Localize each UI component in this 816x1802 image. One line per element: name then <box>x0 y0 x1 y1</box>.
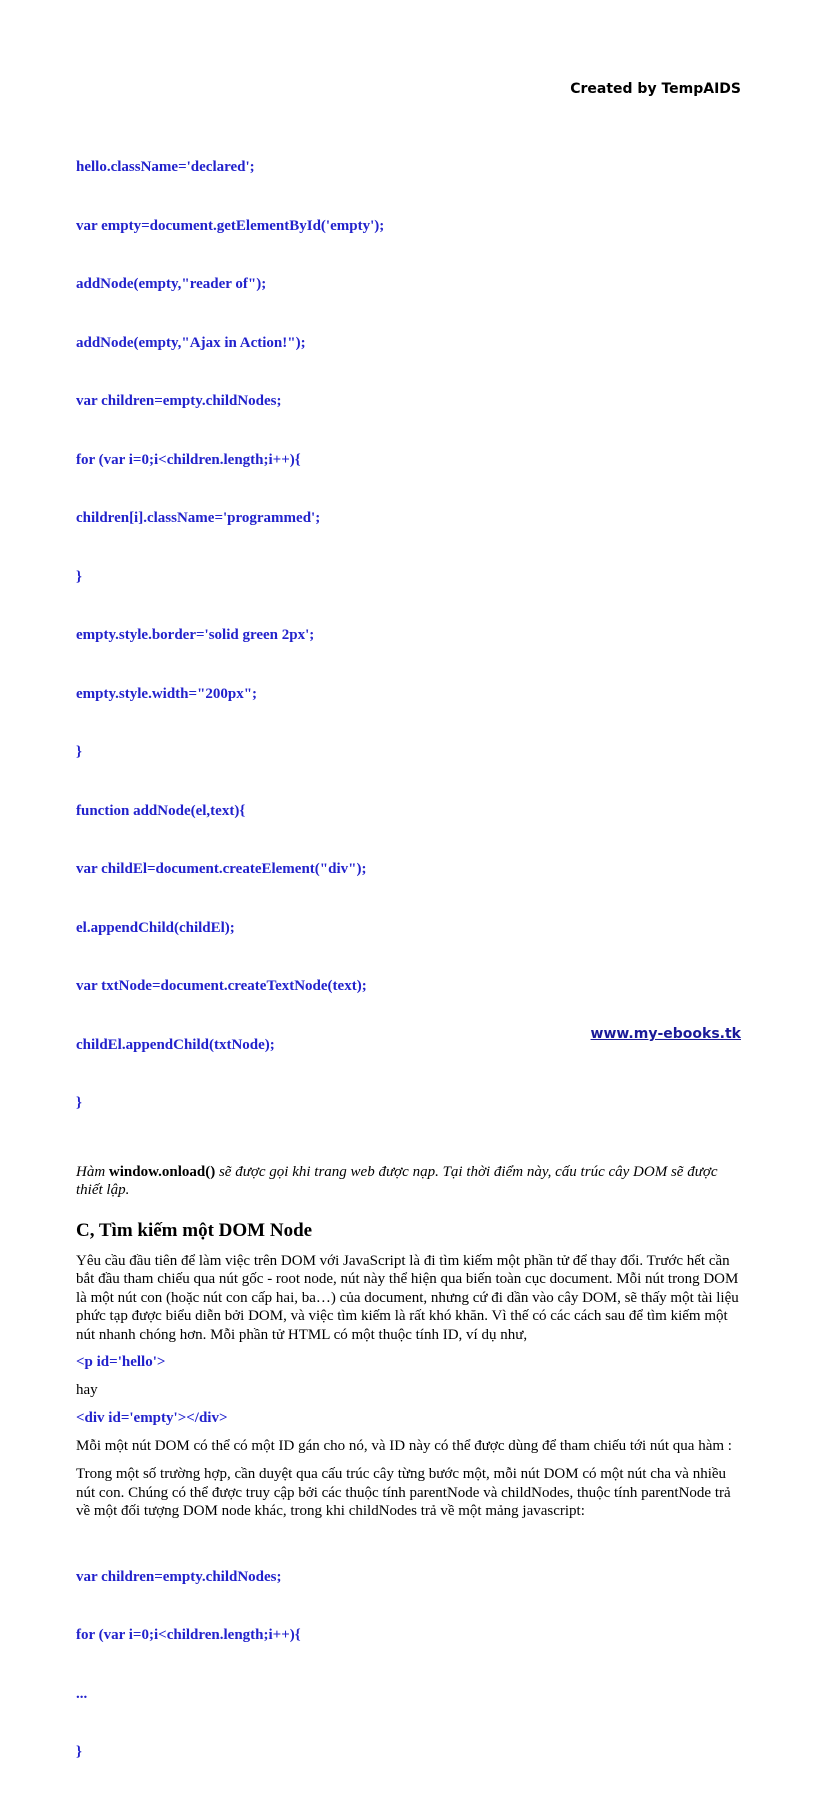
page-header: Created by TempAIDS <box>570 81 741 97</box>
note-prefix: Hàm <box>76 1163 109 1180</box>
code-line: } <box>76 568 82 585</box>
code-line: for (var i=0;i<children.length;i++){ <box>76 1627 301 1643</box>
note-suffix: sẽ được gọi khi trang web được nạp. Tại thời điểm này, cấu trúc cây DOM sẽ được thiết lập. <box>76 1163 718 1198</box>
page-content <box>76 119 740 1802</box>
paragraph-id: Mỗi một nút DOM có thể có một ID gán cho nó, và ID này có thể được dùng để tham chiếu tới nút qua hàm : <box>76 1437 732 1454</box>
code-line: empty.style.border='solid green 2px'; <box>76 627 315 643</box>
code-line: var txtNode=document.createTextNode(text); <box>76 978 367 994</box>
code-example-div: <div id='empty'></div> <box>76 1409 228 1426</box>
paragraph-hay: hay <box>76 1382 98 1398</box>
code-line: hello.className='declared'; <box>76 159 255 175</box>
code-line: children[i].className='programmed'; <box>76 510 321 526</box>
code-line: for (var i=0;i<children.length;i++){ <box>76 451 301 468</box>
section-heading: C, Tìm kiếm một DOM Node <box>76 1219 313 1241</box>
code-line: addNode(empty,"reader of"); <box>76 276 267 292</box>
code-line: } <box>76 1744 82 1760</box>
code-line: childEl.appendChild(txtNode); <box>76 1036 275 1053</box>
code-line: } <box>76 1095 82 1111</box>
paragraph-intro: Yêu cầu đầu tiên để làm việc trên DOM với JavaScript là đi tìm kiếm một phần tử để thay đổi. Trước hết cần bắt đầu tham chiếu qua nút gốc - root node, nút này thể hiện qua biến toàn cục document. Mỗi nút trong DOM là một nút con (hoặc nút con cấp hai, ba…) của document, nhưng cứ đi dần vào cây DOM, sẽ thấy một tài liệu phức tạp được biểu diễn bởi DOM, và việc tìm kiếm là rất khó khăn. Vì thế có các cách sau để tìm kiếm một nút nhanh chóng hơn. Mỗi phần tử HTML có một thuộc tính ID, ví dụ như, <box>76 1252 739 1343</box>
code-block <box>76 119 740 1153</box>
code-line: el.appendChild(childEl); <box>76 919 235 936</box>
code-line: } <box>76 744 82 760</box>
code-line: addNode(empty,"Ajax in Action!"); <box>76 334 306 351</box>
onload-note <box>76 1163 740 1200</box>
code-line: var children=empty.childNodes; <box>76 1568 282 1585</box>
code-line: var children=empty.childNodes; <box>76 393 282 409</box>
note-function-name: window.onload() <box>108 1163 216 1180</box>
code-line: var empty=document.getElementById('empty'); <box>76 217 385 234</box>
paragraph-traverse: Trong một số trường hợp, cần duyệt qua cấu trúc cây từng bước một, mỗi nút DOM có một nút cha và nhiều nút con. Chúng có thể được truy cập bởi các thuộc tính parentNode và childNodes, thuộc tính parentNode trả về một đối tượng DOM node khác, trong khi childNodes trả về một mảng javascript: <box>76 1466 731 1519</box>
footer-link[interactable]: www.my-ebooks.tk <box>590 1026 741 1042</box>
code-line: var childEl=document.createElement("div"); <box>76 861 367 877</box>
code-line: ... <box>76 1685 88 1702</box>
code-line: function addNode(el,text){ <box>76 802 246 819</box>
code-block-children <box>76 1529 740 1802</box>
code-example-p: <p id='hello'> <box>76 1354 166 1370</box>
code-line: empty.style.width="200px"; <box>76 685 258 702</box>
